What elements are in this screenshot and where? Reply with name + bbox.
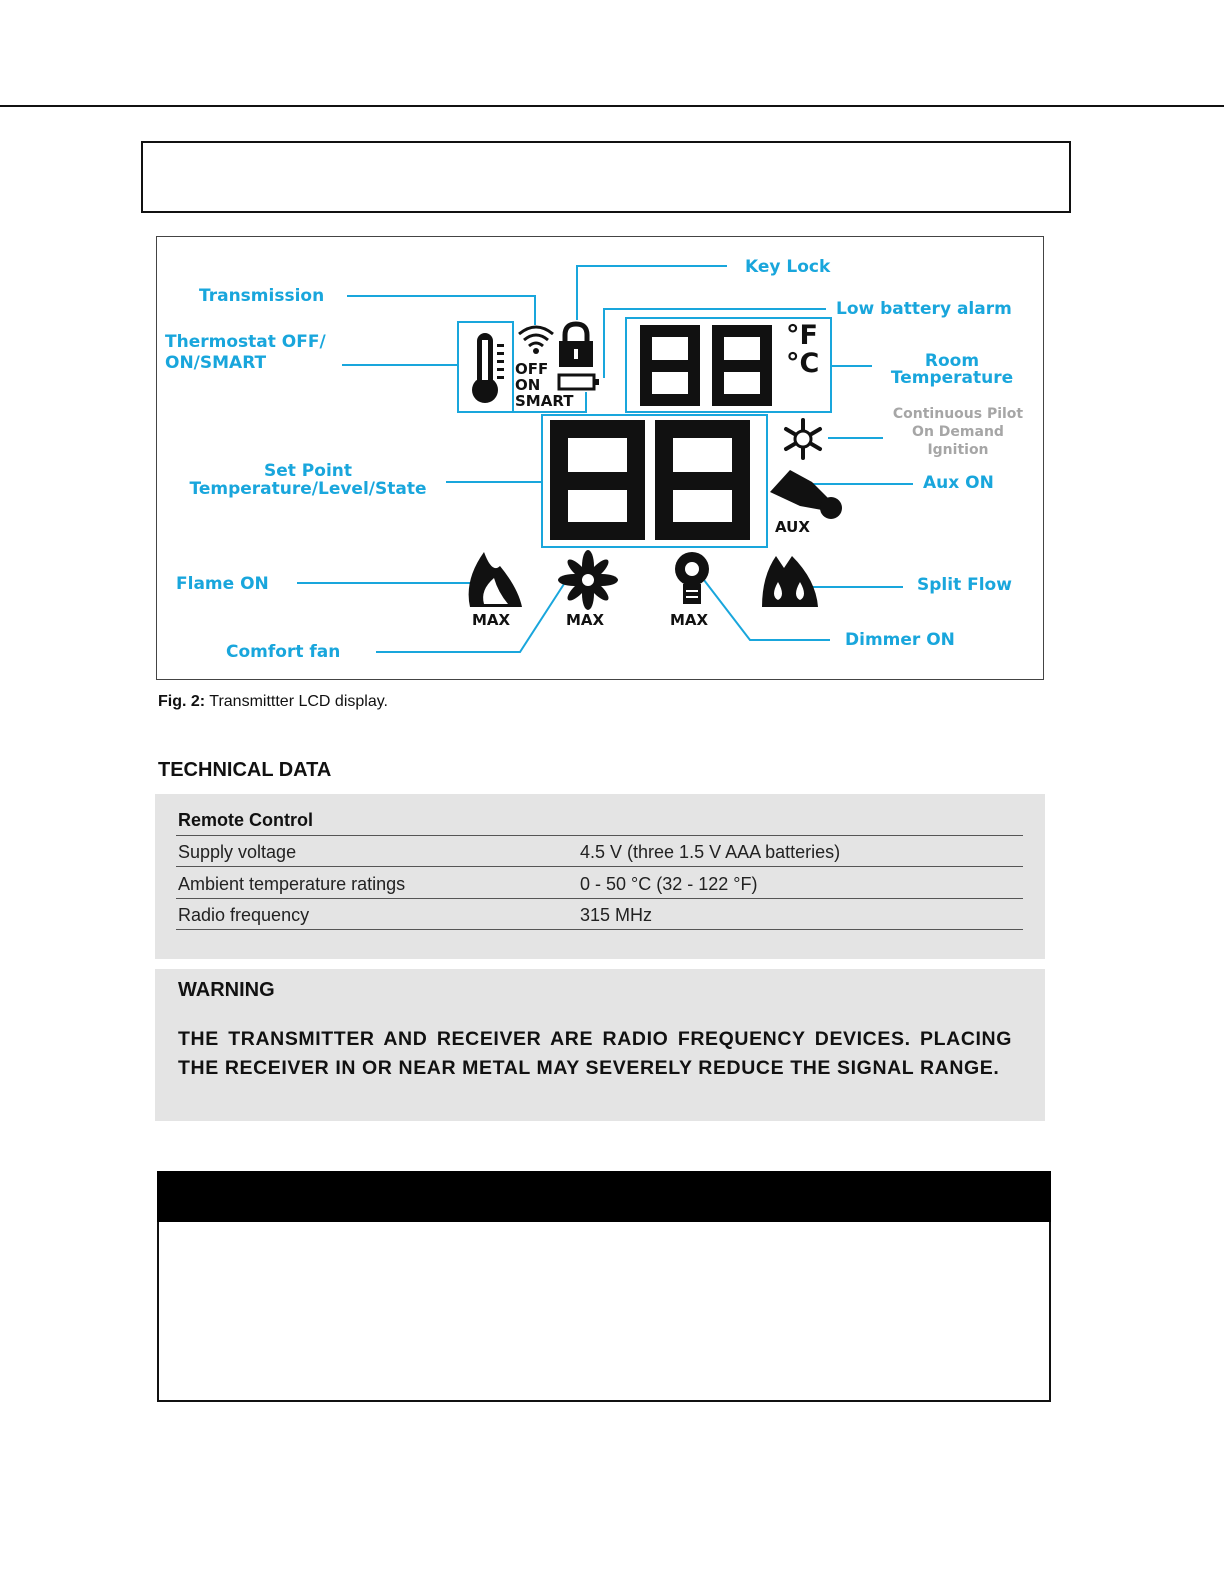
label-aux-on: Aux ON [923,473,994,493]
table-rule [176,929,1023,930]
transmission-leader [347,296,535,325]
label-pilot-line3: Ignition [927,442,989,458]
wifi-icon [519,327,553,346]
label-key-lock: Key Lock [745,257,831,277]
fan-icon [558,550,618,610]
aux-icon [770,470,842,519]
caption-text: Transmittter LCD display. [205,693,388,710]
spec-value: 315 MHz [580,905,653,925]
label-setpoint-line1: Set Point [263,461,352,481]
mode-on-text: ON [515,376,541,394]
lightbulb-icon [675,552,709,604]
unit-celsius: °C [786,348,820,379]
caption-label: Fig. 2: [158,693,206,710]
technical-data-heading: TECHNICAL DATA [158,759,332,781]
battery-icon [559,375,599,389]
label-setpoint-line2: Temperature/Level/State [189,479,427,499]
light-max-text: MAX [670,611,709,629]
label-thermostat-line2: ON/SMART [165,353,267,373]
spec-table-title: Remote Control [178,810,313,830]
table-rule [176,898,1023,899]
flame-icon [469,552,522,607]
mode-off-text: OFF [515,360,549,378]
bottom-box-header-bar [157,1171,1051,1222]
setpoint-digits [550,420,750,540]
lock-icon [559,324,593,367]
flame-max-text: MAX [472,611,511,629]
mode-smart-text: SMART [515,392,574,410]
spec-label: Ambient temperature ratings [178,874,406,894]
label-low-battery: Low battery alarm [836,299,1012,319]
warning-title: WARNING [178,979,275,1001]
spec-value: 0 - 50 °C (32 - 122 °F) [580,874,758,894]
table-rule [176,835,1023,836]
spec-label: Supply voltage [178,842,297,862]
label-dimmer-on: Dimmer ON [845,630,955,650]
label-pilot-line1: Continuous Pilot [892,406,1024,422]
label-comfort-fan: Comfort fan [226,642,341,662]
room-temp-digits [640,325,772,406]
label-pilot-line2: On Demand [912,424,1004,440]
figure-caption [158,693,388,711]
spec-label: Radio frequency [178,905,310,925]
fan-max-text: MAX [566,611,605,629]
keylock-leader [577,266,727,320]
table-rule [176,866,1023,867]
label-flame-on: Flame ON [176,574,269,594]
spec-value: 4.5 V (three 1.5 V AAA batteries) [580,842,841,862]
label-thermostat-line1: Thermostat OFF/ [165,332,326,352]
label-transmission: Transmission [199,286,325,306]
aux-text: AUX [775,518,810,536]
label-room-line1: Room [924,351,980,371]
unit-fahrenheit: °F [786,320,818,351]
label-room-line2: Temperature [890,368,1014,388]
label-split-flow: Split Flow [917,575,1012,595]
thermometer-icon [472,333,504,403]
warning-text: THE TRANSMITTER AND RECEIVER ARE RADIO FREQUENCY DEVICES. PLACING THE RECEIVER IN OR NEAR METAL MAY SEVERELY REDUCE THE SIGNAL RANGE. [178,1028,1012,1079]
splitflow-icon [762,556,818,607]
